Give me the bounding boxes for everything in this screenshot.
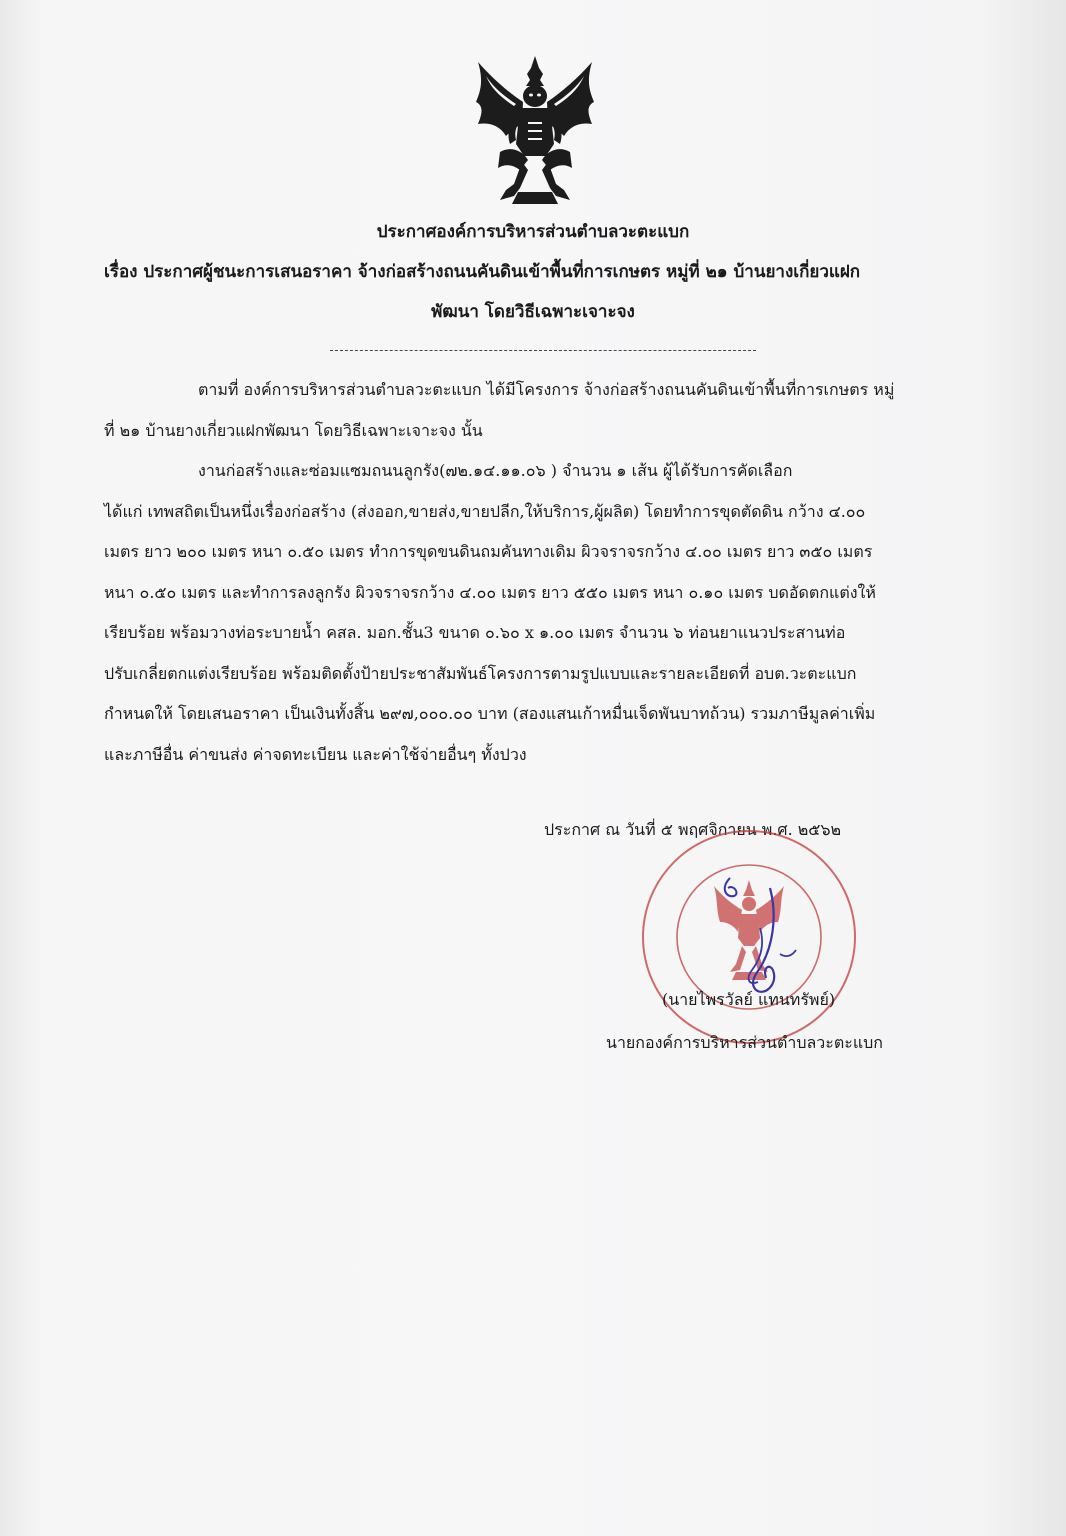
separator-rule <box>330 350 756 351</box>
subject-line-1: เรื่อง ประกาศผู้ชนะการเสนอราคา จ้างก่อสร้างถนนคันดินเข้าพื้นที่การเกษตร หมู่ที่ ๒๑ บ้านยางเกี่ยวแฝก <box>104 262 861 282</box>
body-line-6: หนา ๐.๕๐ เมตร และทำการลงลูกรัง ผิวจราจรกว้าง ๔.๐๐ เมตร ยาว ๕๕๐ เมตร หนา ๐.๑๐ เมตร บดอัดตกแต่งให้ <box>104 583 876 602</box>
subject-line-2: พัฒนา โดยวิธีเฉพาะเจาะจง <box>431 302 635 322</box>
handwritten-signature-icon <box>700 858 820 1008</box>
body-line-1: ตามที่ องค์การบริหารส่วนตำบลวะตะแบก ได้มีโครงการ จ้างก่อสร้างถนนคันดินเข้าพื้นที่การเกษตร หมู่ <box>198 380 895 399</box>
garuda-emblem-icon <box>470 52 600 212</box>
body-line-8: ปรับเกลี่ยตกแต่งเรียบร้อย พร้อมติดตั้งป้ายประชาสัมพันธ์โครงการตามรูปแบบและรายละเอียดที่ อบต.วะตะแบก <box>104 664 857 683</box>
body-line-9: กำหนดให้ โดยเสนอราคา เป็นเงินทั้งสิ้น ๒๙๗,๐๐๐.๐๐ บาท (สองแสนเก้าหมื่นเจ็ดพันบาทถ้วน) รวมภาษีมูลค่าเพิ่ม <box>104 704 876 723</box>
body-line-3: งานก่อสร้างและซ่อมแซมถนนลูกรัง(๗๒.๑๔.๑๑.๐๖ ) จำนวน ๑ เส้น ผู้ได้รับการคัดเลือก <box>198 461 793 480</box>
signer-name: (นายไพรวัลย์ แทนทรัพย์) <box>662 990 836 1009</box>
date-line: ประกาศ ณ วันที่ ๕ พฤศจิกายน พ.ศ. ๒๕๖๒ <box>544 820 842 839</box>
signer-title: นายกองค์การบริหารส่วนตำบลวะตะแบก <box>606 1033 883 1052</box>
body-line-5: เมตร ยาว ๒๐๐ เมตร หนา ๐.๕๐ เมตร ทำการขุดขนดินถมคันทางเดิม ผิวจราจรกว้าง ๔.๐๐ เมตร ยาว ๓๕๐ เมตร <box>104 542 873 561</box>
body-line-10: และภาษีอื่น ค่าขนส่ง ค่าจดทะเบียน และค่าใช้จ่ายอื่นๆ ทั้งปวง <box>104 745 527 764</box>
body-line-2: ที่ ๒๑ บ้านยางเกี่ยวแฝกพัฒนา โดยวิธีเฉพาะเจาะจง นั้น <box>104 421 483 440</box>
body-line-7: เรียบร้อย พร้อมวางท่อระบายน้ำ คสล. มอก.ชั้น3 ขนาด ๐.๖๐ x ๑.๐๐ เมตร จำนวน ๖ ท่อนยาแนวประสานท่อ <box>104 623 846 642</box>
body-line-4: ได้แก่ เทพสถิตเป็นหนึ่งเรื่องก่อสร้าง (ส่งออก,ขายส่ง,ขายปลีก,ให้บริการ,ผู้ผลิต) โดยทำการขุดตัดดิน กว้าง ๔.๐๐ <box>104 502 866 521</box>
org-title: ประกาศองค์การบริหารส่วนตำบลวะตะแบก <box>376 222 690 242</box>
